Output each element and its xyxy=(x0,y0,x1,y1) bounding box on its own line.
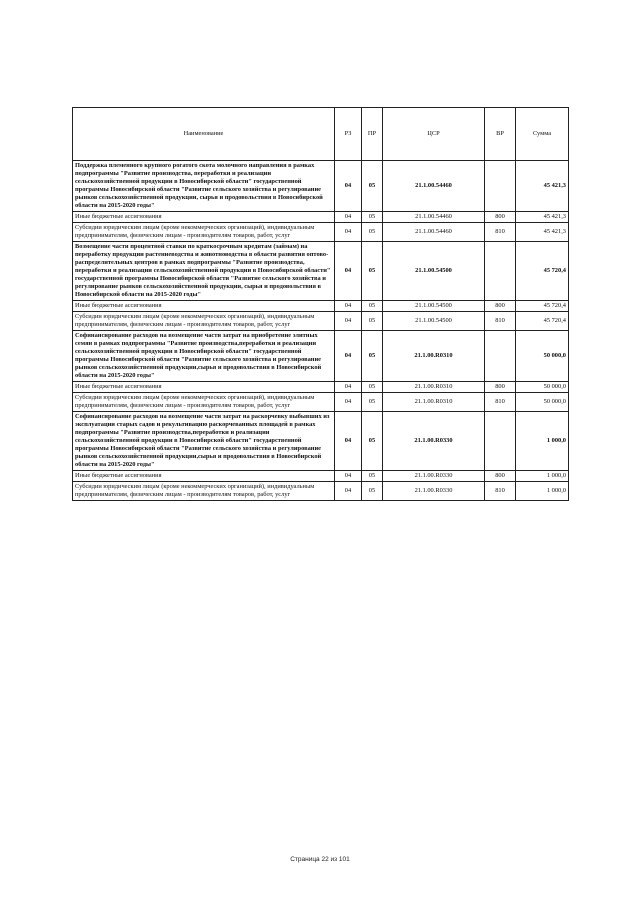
header-pr: ПР xyxy=(362,108,383,161)
table-row xyxy=(73,382,569,393)
cell-csr: 21.1.00.R0330 xyxy=(383,412,485,471)
cell-vr: 800 xyxy=(485,301,516,312)
cell-pr: 05 xyxy=(362,482,383,501)
cell-rz: 04 xyxy=(335,312,362,331)
header-sum: Сумма xyxy=(516,108,569,161)
cell-csr: 21.1.00.R0330 xyxy=(383,482,485,501)
cell-name: Софинансирование расходов на возмещение части затрат на раскорчевку выбывших из эксплуатации старых садов и рекультивацию раскорчеванных площадей в рамках подпрограммы "Развитие производства,переработки и реализации сельскохозяйственной продукции в Новосибирской области" государственной программы Новосибирской области "Развитие сельского хозяйства и регулирование рынков сельскохозяйственной продукции,сырья и продовольствия в Новосибирской области на 2015-2020 годы" xyxy=(73,412,335,471)
cell-rz: 04 xyxy=(335,242,362,301)
table-row xyxy=(73,393,569,412)
cell-vr: 810 xyxy=(485,223,516,242)
table-row xyxy=(73,301,569,312)
cell-name: Иные бюджетные ассигнования xyxy=(73,301,335,312)
cell-sum: 1 000,0 xyxy=(516,482,569,501)
cell-rz: 04 xyxy=(335,331,362,382)
cell-name: Иные бюджетные ассигнования xyxy=(73,382,335,393)
cell-csr: 21.1.00.54500 xyxy=(383,301,485,312)
page-number: Страница 22 из 101 xyxy=(290,856,350,863)
cell-sum: 45 720,4 xyxy=(516,312,569,331)
cell-vr xyxy=(485,412,516,471)
cell-pr: 05 xyxy=(362,212,383,223)
header-name: Наименование xyxy=(73,108,335,161)
cell-pr: 05 xyxy=(362,471,383,482)
cell-csr: 21.1.00.54460 xyxy=(383,161,485,212)
cell-pr: 05 xyxy=(362,412,383,471)
table-row-program xyxy=(73,161,569,212)
cell-rz: 04 xyxy=(335,412,362,471)
cell-pr: 05 xyxy=(362,312,383,331)
cell-name: Субсидии юридическим лицам (кроме некоммерческих организаций), индивидуальным предпринимателям, физическим лицам - производителям товаров, работ, услуг xyxy=(73,223,335,242)
cell-sum: 45 421,3 xyxy=(516,223,569,242)
cell-csr: 21.1.00.R0310 xyxy=(383,331,485,382)
cell-csr: 21.1.00.R0310 xyxy=(383,393,485,412)
cell-name: Субсидии юридическим лицам (кроме некоммерческих организаций), индивидуальным предпринимателям, физическим лицам - производителям товаров, работ, услуг xyxy=(73,482,335,501)
cell-rz: 04 xyxy=(335,482,362,501)
cell-vr: 810 xyxy=(485,393,516,412)
cell-name: Иные бюджетные ассигнования xyxy=(73,471,335,482)
header-rz: РЗ xyxy=(335,108,362,161)
cell-rz: 04 xyxy=(335,223,362,242)
table-row xyxy=(73,482,569,501)
cell-sum: 50 000,0 xyxy=(516,382,569,393)
cell-csr: 21.1.00.54460 xyxy=(383,223,485,242)
table-row xyxy=(73,223,569,242)
cell-pr: 05 xyxy=(362,161,383,212)
cell-csr: 21.1.00.54460 xyxy=(383,212,485,223)
table-body xyxy=(73,161,569,501)
cell-pr: 05 xyxy=(362,223,383,242)
cell-csr: 21.1.00.54500 xyxy=(383,242,485,301)
cell-vr: 810 xyxy=(485,312,516,331)
cell-sum: 1 000,0 xyxy=(516,471,569,482)
cell-name: Возмещение части процентной ставки по краткосрочным кредитам (займам) на переработку продукции растениеводства и животноводства в области развития оптово-распределительных центров в рамках подпрограммы "Развитие производства, переработки и реализации сельскохозяйственной продукции в Новосибирской области" государственной программы Новосибирской области "Развитие сельского хозяйства и регулирование рынков сельскохозяйственной продукции, сырья и продовольствия в Новосибирской области на 2015-2020 годы" xyxy=(73,242,335,301)
table-row xyxy=(73,312,569,331)
cell-vr: 800 xyxy=(485,212,516,223)
table-row-program xyxy=(73,412,569,471)
cell-pr: 05 xyxy=(362,393,383,412)
table-row-program xyxy=(73,331,569,382)
cell-csr: 21.1.00.R0310 xyxy=(383,382,485,393)
budget-table xyxy=(72,107,569,501)
table-row-program xyxy=(73,242,569,301)
cell-pr: 05 xyxy=(362,301,383,312)
header-vr: ВР xyxy=(485,108,516,161)
cell-rz: 04 xyxy=(335,301,362,312)
cell-name: Иные бюджетные ассигнования xyxy=(73,212,335,223)
cell-rz: 04 xyxy=(335,212,362,223)
cell-rz: 04 xyxy=(335,161,362,212)
cell-rz: 04 xyxy=(335,382,362,393)
cell-sum: 50 000,0 xyxy=(516,331,569,382)
cell-sum: 45 720,4 xyxy=(516,301,569,312)
cell-csr: 21.1.00.R0330 xyxy=(383,471,485,482)
cell-vr xyxy=(485,331,516,382)
cell-csr: 21.1.00.54500 xyxy=(383,312,485,331)
cell-pr: 05 xyxy=(362,382,383,393)
cell-name: Поддержка племенного крупного рогатого скота молочного направления в рамках подпрограммы "Развитие производства, переработки и реализации сельскохозяйственной продукции в Новосибирской области" государственной программы Новосибирской области "Развитие сельского хозяйства и регулирование рынков сельскохозяйственной продукции, сырья и продовольствия в Новосибирской области на 2015-2020 годы" xyxy=(73,161,335,212)
cell-rz: 04 xyxy=(335,471,362,482)
cell-vr xyxy=(485,161,516,212)
cell-rz: 04 xyxy=(335,393,362,412)
cell-pr: 05 xyxy=(362,242,383,301)
table-header-row xyxy=(73,108,569,161)
cell-vr: 800 xyxy=(485,382,516,393)
cell-sum: 1 000,0 xyxy=(516,412,569,471)
cell-sum: 45 421,3 xyxy=(516,212,569,223)
cell-name: Субсидии юридическим лицам (кроме некоммерческих организаций), индивидуальным предпринимателям, физическим лицам - производителям товаров, работ, услуг xyxy=(73,312,335,331)
cell-name: Софинансирование расходов на возмещение части затрат на приобретение элитных семян в рамках подпрограммы "Развитие производства,переработки и реализации сельскохозяйственной продукции в Новосибирской области" государственной программы Новосибирской области "Развитие сельского хозяйства и регулирование рынков сельскохозяйственной продукции,сырья и продовольствия в Новосибирской области на 2015-2020 годы" xyxy=(73,331,335,382)
cell-vr xyxy=(485,242,516,301)
table-row xyxy=(73,471,569,482)
cell-vr: 800 xyxy=(485,471,516,482)
cell-pr: 05 xyxy=(362,331,383,382)
table-row xyxy=(73,212,569,223)
header-csr: ЦСР xyxy=(383,108,485,161)
cell-sum: 50 000,0 xyxy=(516,393,569,412)
cell-sum: 45 421,3 xyxy=(516,161,569,212)
cell-vr: 810 xyxy=(485,482,516,501)
cell-sum: 45 720,4 xyxy=(516,242,569,301)
cell-name: Субсидии юридическим лицам (кроме некоммерческих организаций), индивидуальным предпринимателям, физическим лицам - производителям товаров, работ, услуг xyxy=(73,393,335,412)
